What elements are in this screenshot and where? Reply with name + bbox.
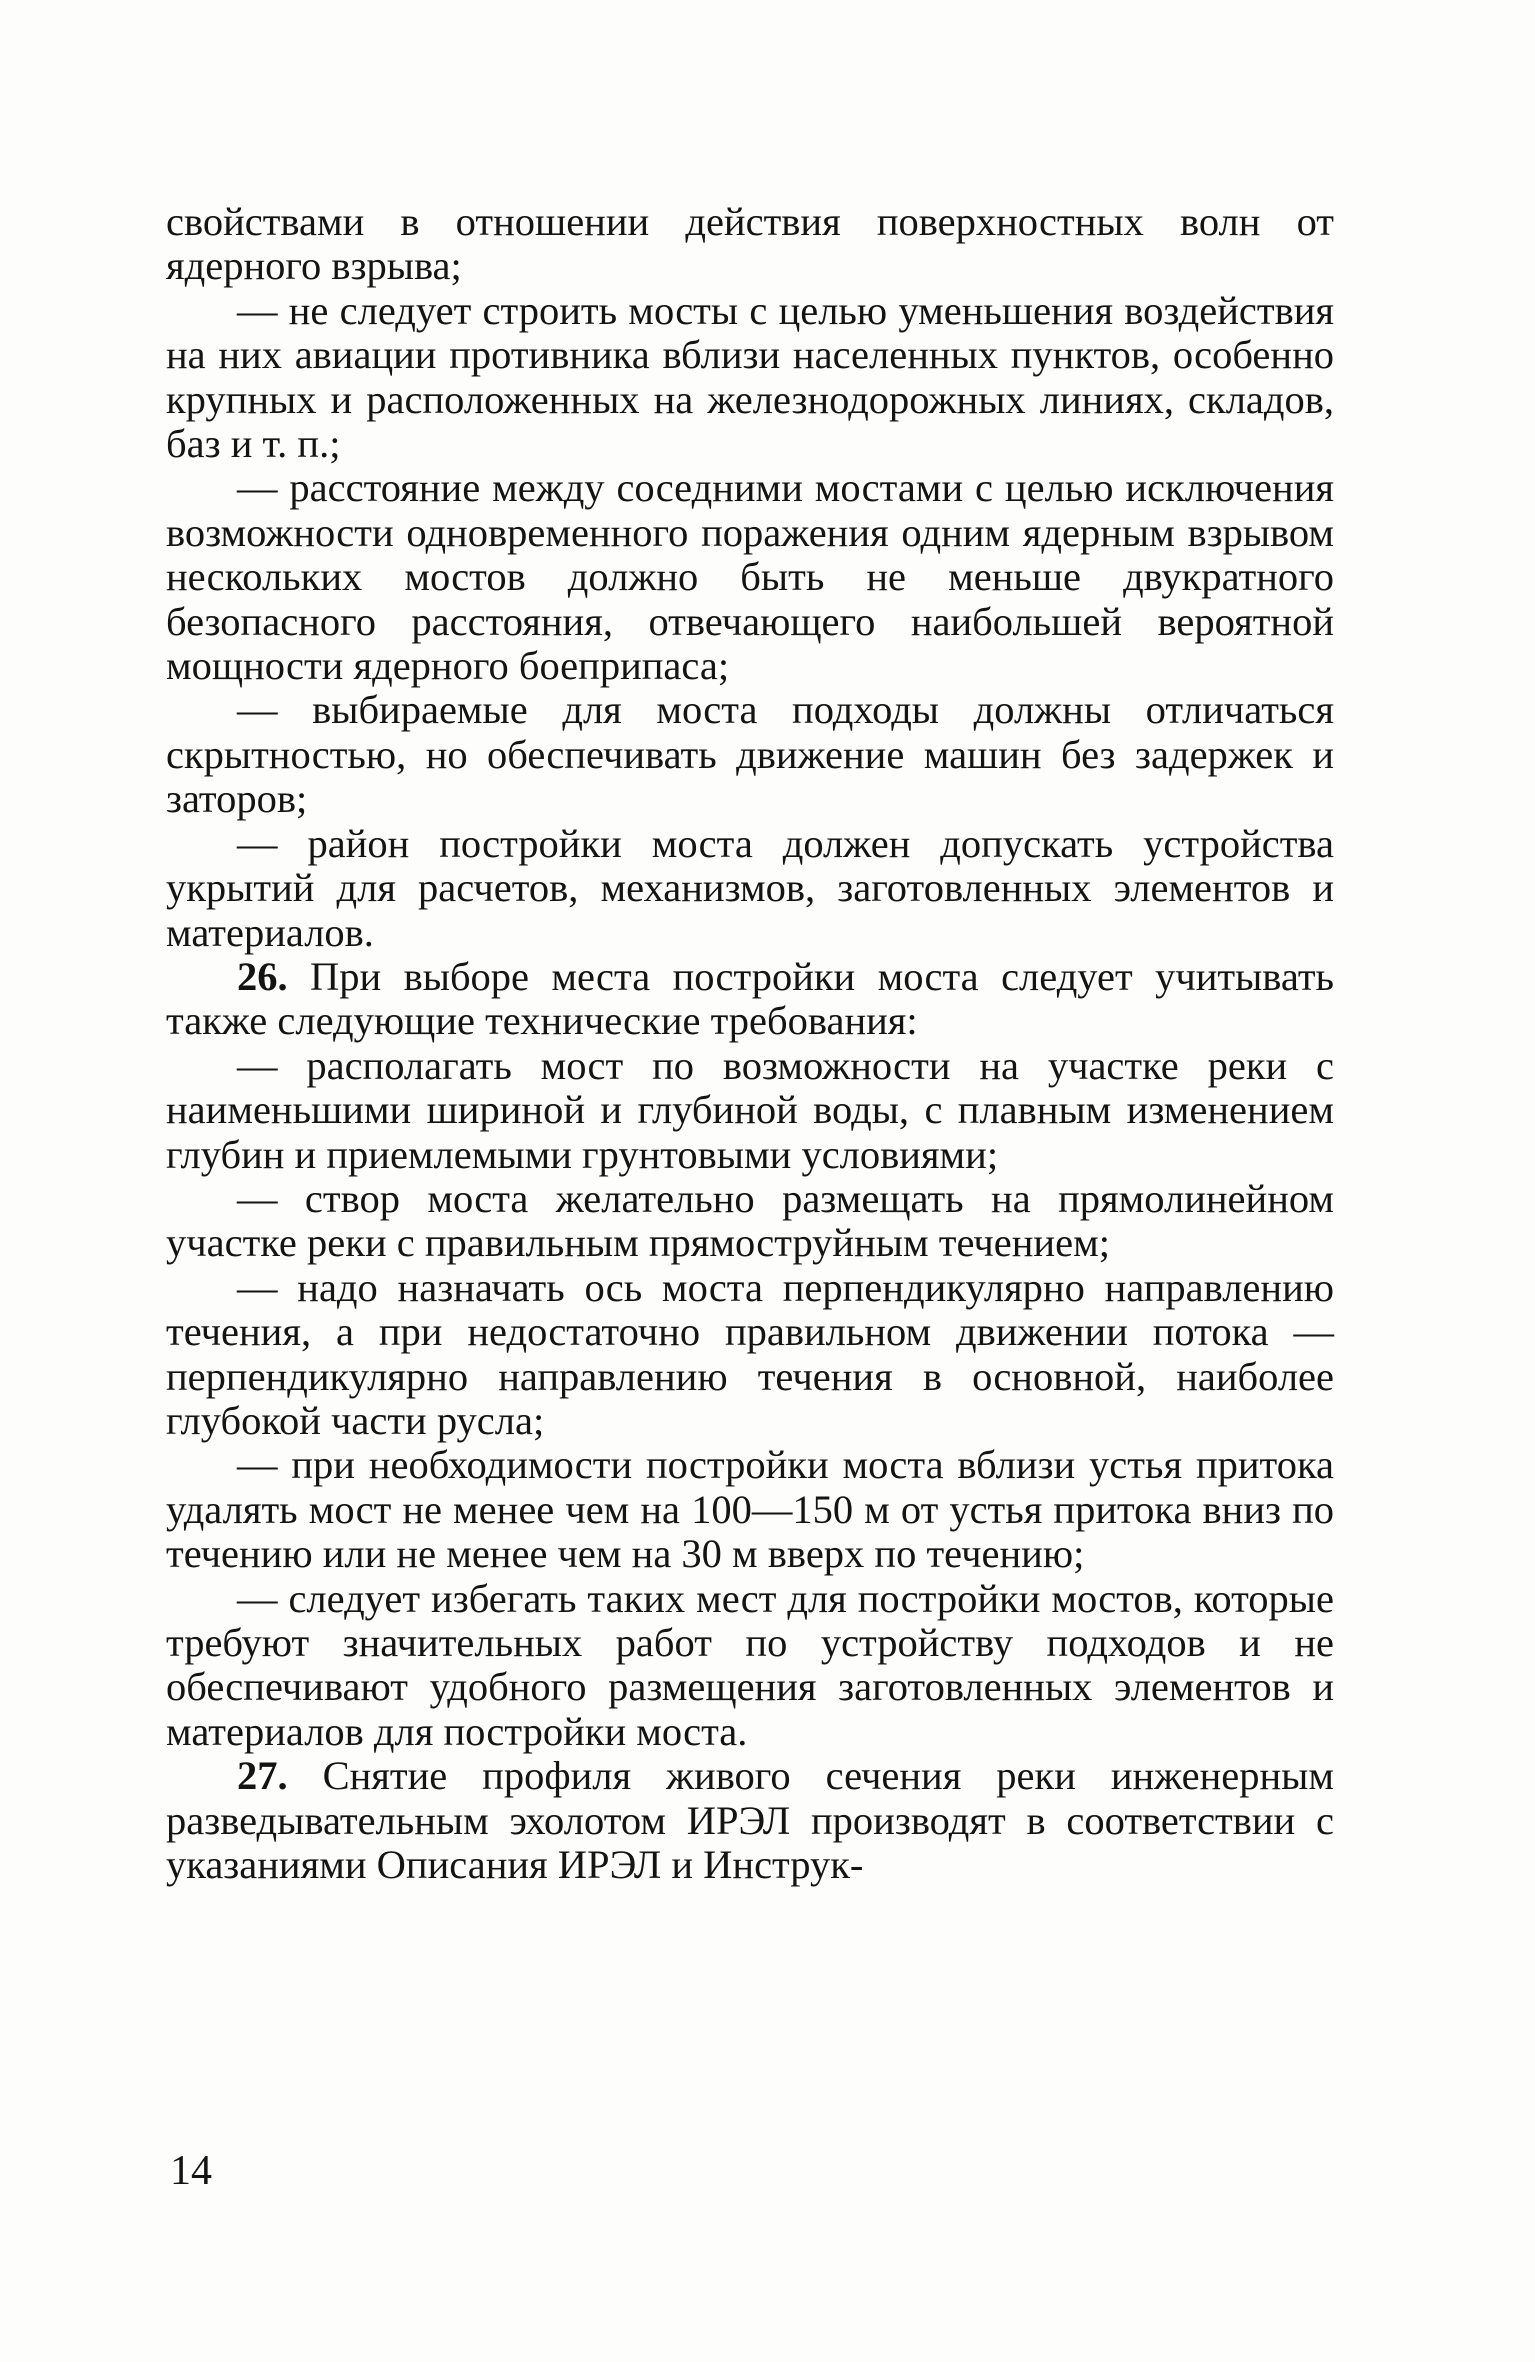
paragraph-27 xyxy=(166,1754,1334,1887)
paragraph-avoid-places: — следует избегать таких мест для постройки мостов, которые требуют значительных работ по устройству подходов и не обеспечивают удобного размещения заготовленных элементов и материалов для постройки моста. xyxy=(166,1575,1334,1754)
section-number-26: 26. xyxy=(237,953,288,999)
paragraph-approaches: — выбираемые для моста подходы должны отличаться скрытностью, но обеспечивать движение машин без задержек и заторов; xyxy=(166,687,1334,822)
paragraph-bridge-axis: — надо назначать ось моста перпендикулярно направлению течения, а при недостаточно правильном движении потока — перпендикулярно направлению течения в основной, наиболее глубокой части русла; xyxy=(166,1264,1334,1443)
paragraph-tributary-mouth: — при необходимости постройки моста вблизи устья притока удалять мост не менее чем на 100—150 м от устья притока вниз по течению или не менее чем на 30 м вверх по течению; xyxy=(166,1442,1334,1577)
paragraph-26-text: При выборе места постройки моста следует учитывать также следующие технические требования: xyxy=(166,953,1334,1044)
paragraph-river-section: — располагать мост по возможности на участке реки с наименьшими шириной и глубиной воды, с плавным изменением глубин и приемлемыми грунтовыми условиями; xyxy=(166,1042,1334,1177)
paragraph-distance-between-bridges: — расстояние между соседними мостами с целью исключения возможности одновременного поражения одним ядерным взрывом нескольких мостов должно быть не меньше двукратного безопасного расстояния, отвечающего наибольшей вероятной мощности ядерного боеприпаса; xyxy=(166,465,1334,689)
page-number: 14 xyxy=(170,2148,212,2194)
paragraph-bridge-alignment: — створ моста желательно размещать на прямолинейном участке реки с правильным прямоструйным течением; xyxy=(166,1175,1334,1266)
section-number-27: 27. xyxy=(237,1753,288,1799)
paragraph-26 xyxy=(166,955,1334,1044)
paragraph-bridges-near-settlements: — не следует строить мосты с целью уменьшения воздействия на них авиации противника вблизи населенных пунктов, особенно крупных и расположенных на железнодорожных линиях, складов, баз и т. п.; xyxy=(166,287,1334,467)
paragraph-27-text: Снятие профиля живого сечения реки инженерным разведывательным эхолотом ИРЭЛ производят в соответствии с указаниями Описания ИРЭЛ и Инструк- xyxy=(166,1753,1335,1888)
page-body xyxy=(166,200,1334,1887)
paragraph-continuation: свойствами в отношении действия поверхностных волн от ядерного взрыва; xyxy=(166,199,1334,289)
paragraph-construction-area: — район постройки моста должен допускать устройства укрытий для расчетов, механизмов, заготовленных элементов и материалов. xyxy=(166,820,1334,955)
